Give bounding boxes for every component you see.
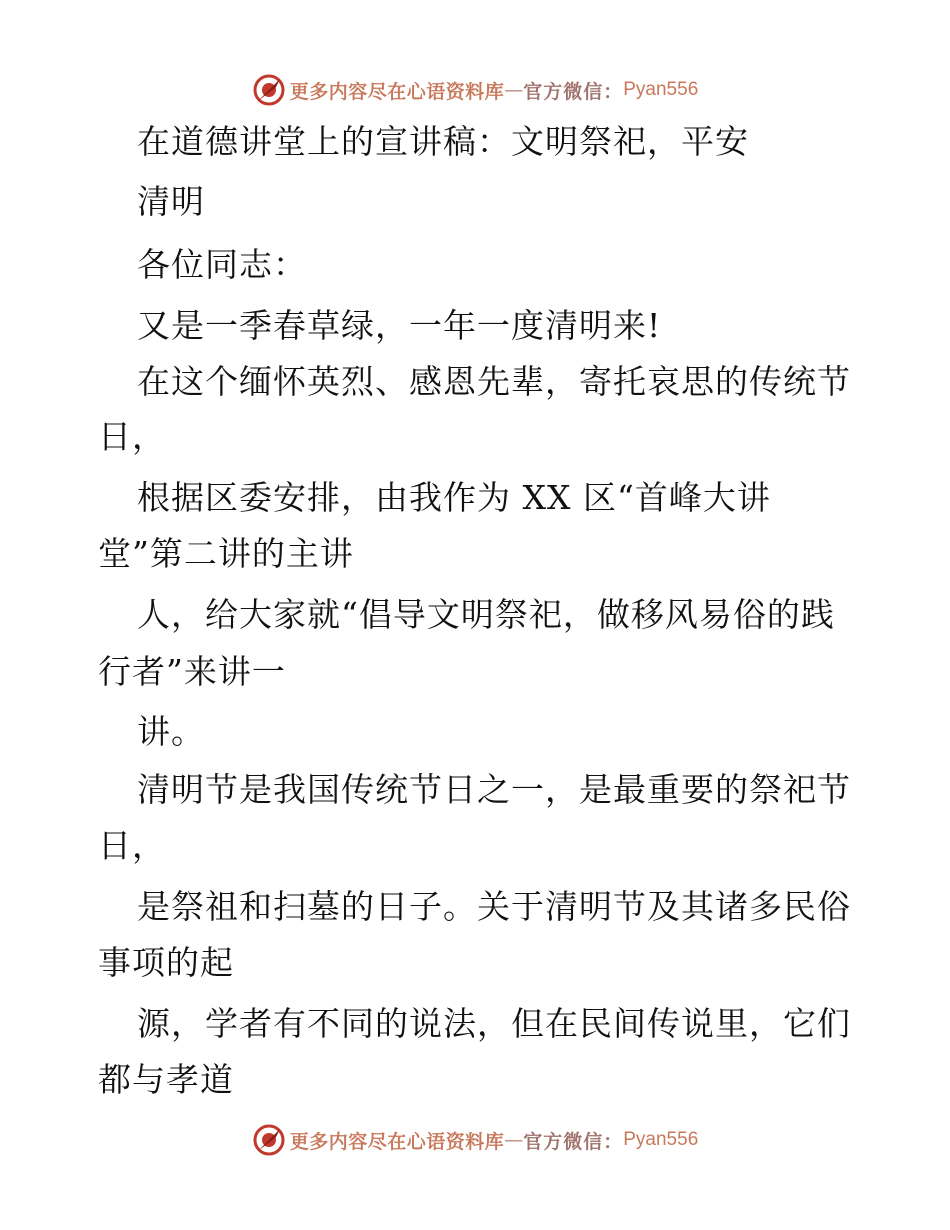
paragraph-line: 人，给大家就“倡导文明祭祀，做移风易俗的践 — [137, 595, 835, 634]
paragraph-line: 都与孝道 — [98, 1060, 234, 1099]
watermark-wechat-id: Pyan556 — [623, 1129, 699, 1150]
paragraph-line: 又是一季春草绿，一年一度清明来! — [137, 306, 662, 345]
header-watermark — [0, 70, 950, 110]
footer-watermark — [0, 1120, 950, 1160]
paragraph-line: 堂”第二讲的主讲 — [98, 534, 354, 573]
watermark-main-text: 更多内容尽在心语资料库 — [289, 1130, 505, 1153]
paragraph-line: 讲。 — [137, 712, 205, 751]
paragraph-line: 是祭祖和扫墓的日子。关于清明节及其诸多民俗 — [137, 887, 851, 926]
watermark-dash: — — [504, 1129, 524, 1151]
quill-logo-icon — [252, 1123, 286, 1157]
paragraph-line: 事项的起 — [98, 943, 234, 982]
paragraph-line: 日， — [98, 417, 166, 456]
watermark-sub-text: 官方微信： — [523, 1130, 624, 1153]
salutation-line: 各位同志： — [137, 245, 307, 284]
quill-logo-icon — [252, 73, 286, 107]
watermark-dash: — — [504, 79, 524, 101]
watermark-wechat-id: Pyan556 — [623, 79, 699, 100]
watermark-sub-text: 官方微信： — [523, 80, 624, 103]
paragraph-line: 日， — [98, 826, 166, 865]
paragraph-line: 在这个缅怀英烈、感恩先辈，寄托哀思的传统节 — [137, 362, 851, 401]
paragraph-line: 行者”来讲一 — [98, 652, 286, 691]
paragraph-line: 清明节是我国传统节日之一，是最重要的祭祀节 — [137, 770, 851, 809]
title-line-1: 在道德讲堂上的宣讲稿：文明祭祀，平安 — [137, 122, 749, 161]
watermark-main-text: 更多内容尽在心语资料库 — [289, 80, 505, 103]
title-line-2: 清明 — [137, 182, 205, 221]
paragraph-line: 源，学者有不同的说法，但在民间传说里，它们 — [137, 1004, 851, 1043]
paragraph-line: 根据区委安排，由我作为 XX 区“首峰大讲 — [137, 478, 771, 517]
